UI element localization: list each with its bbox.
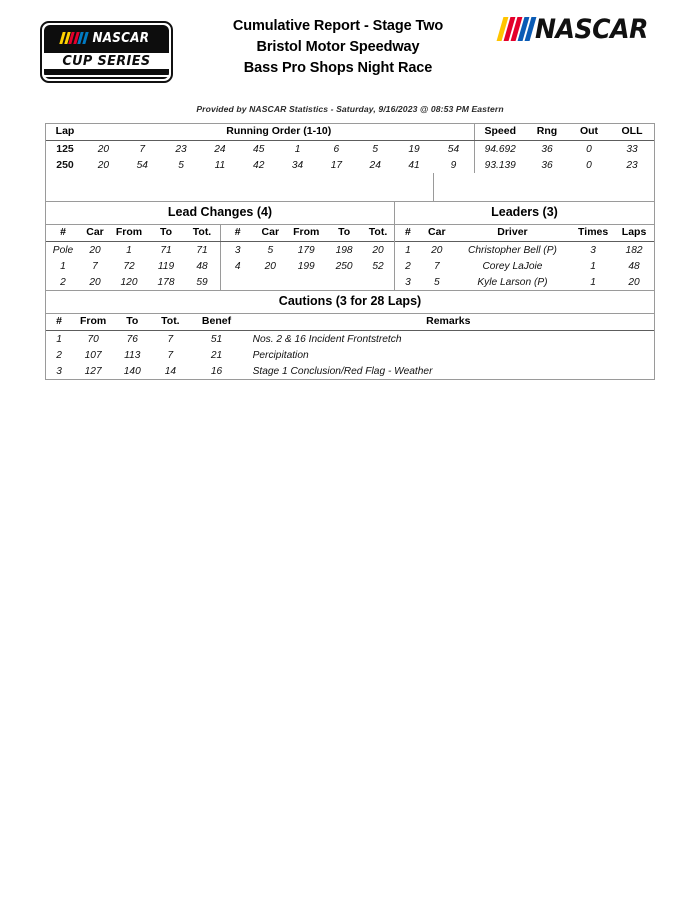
lead-change-car: 20 — [89, 244, 101, 256]
leader-times: 1 — [590, 276, 596, 288]
lead-change-num: 1 — [60, 260, 66, 272]
leader-driver: Corey LaJoie — [482, 260, 543, 272]
leader-times: 1 — [590, 260, 596, 272]
speed-value: 94.692 — [474, 141, 526, 158]
header-car: Car — [421, 225, 453, 242]
leaders-panel — [394, 202, 654, 290]
header-driver: Driver — [453, 225, 572, 242]
header-speed: Speed — [474, 124, 526, 141]
lead-change-tot: 48 — [196, 260, 208, 272]
lead-change-car: 7 — [92, 260, 98, 272]
caution-num: 1 — [56, 333, 62, 345]
lead-change-from: 120 — [120, 276, 138, 288]
caution-to: 113 — [124, 349, 141, 361]
leader-laps: 182 — [625, 244, 643, 256]
nascar-speed-bars-icon — [500, 17, 533, 41]
header-to: To — [148, 225, 184, 242]
caution-tot: 14 — [164, 365, 177, 377]
caution-benef: 51 — [210, 333, 223, 345]
leader-driver: Kyle Larson (P) — [477, 276, 548, 288]
header-car: Car — [80, 225, 110, 242]
cautions-title: Cautions (3 for 28 Laps) — [46, 291, 654, 314]
order-pos: 24 — [369, 159, 381, 171]
lead-change-tot: 71 — [196, 244, 208, 256]
lead-changes-and-leaders-section — [45, 202, 655, 291]
order-pos: 24 — [214, 143, 226, 155]
leaders-table — [395, 225, 654, 290]
nascar-brand-logo — [500, 14, 656, 44]
leader-num: 3 — [405, 276, 411, 288]
caution-to: 76 — [126, 333, 138, 345]
speed-value: 93.139 — [474, 157, 526, 173]
lead-change-from: 179 — [297, 244, 315, 256]
header-num: # — [46, 314, 72, 331]
caution-from: 107 — [84, 349, 102, 361]
header-lap: Lap — [46, 124, 84, 141]
leader-car: 20 — [431, 244, 443, 256]
order-pos: 11 — [214, 159, 226, 171]
table-row — [46, 258, 220, 274]
order-pos: 1 — [294, 143, 301, 155]
leaders-title: Leaders (3) — [395, 202, 654, 225]
out-value: 0 — [586, 159, 592, 171]
lead-changes-header-row — [46, 225, 220, 242]
header-tot: Tot. — [150, 314, 190, 331]
lead-change-to: 71 — [160, 244, 172, 256]
running-order-table — [46, 124, 654, 201]
leader-num: 1 — [405, 244, 411, 256]
lead-change-to: 119 — [157, 260, 175, 272]
lead-changes-title: Lead Changes (4) — [46, 202, 394, 225]
lead-change-tot: 52 — [372, 261, 384, 273]
out-value: 0 — [586, 143, 592, 155]
header-tot: Tot. — [184, 225, 220, 242]
lead-changes-header-row — [221, 225, 395, 242]
header-laps: Laps — [614, 225, 654, 242]
nascar-cup-series-logo — [40, 21, 173, 83]
caution-tot: 7 — [167, 333, 174, 345]
lead-change-car: 20 — [264, 261, 276, 273]
cup-logo-wordmark: NASCAR — [92, 30, 150, 46]
lead-change-tot: 20 — [372, 244, 384, 256]
lead-change-num: 3 — [234, 244, 241, 256]
caution-from: 127 — [84, 365, 102, 377]
leader-car: 7 — [433, 260, 440, 272]
order-pos: 5 — [372, 143, 379, 155]
order-pos: 54 — [136, 159, 148, 171]
lead-change-from: 1 — [126, 244, 132, 256]
order-pos: 41 — [408, 159, 420, 171]
header-to: To — [114, 314, 150, 331]
header-tot: Tot. — [362, 225, 394, 242]
lead-change-from: 199 — [297, 261, 315, 273]
report-header — [0, 0, 700, 114]
table-row — [395, 274, 654, 290]
table-row — [46, 242, 220, 259]
cautions-table — [46, 314, 654, 379]
nascar-wordmark: NASCAR — [535, 13, 648, 45]
caution-tot: 7 — [167, 349, 174, 361]
lead-change-num: Pole — [52, 244, 74, 256]
lead-change-car: 20 — [89, 276, 101, 288]
header-times: Times — [572, 225, 614, 242]
caution-from: 70 — [87, 333, 99, 345]
header-to: To — [326, 225, 362, 242]
order-pos: 17 — [330, 159, 343, 171]
order-pos: 9 — [450, 159, 457, 171]
report-tables — [45, 123, 655, 380]
table-row-empty — [221, 275, 395, 290]
order-pos: 45 — [253, 143, 265, 155]
order-pos: 54 — [447, 143, 460, 155]
order-pos: 42 — [253, 159, 265, 171]
lap-value: 250 — [56, 158, 74, 171]
table-row — [221, 242, 395, 259]
caution-benef: 21 — [210, 349, 223, 361]
header-remarks: Remarks — [243, 314, 654, 331]
lead-change-to: 178 — [157, 276, 175, 288]
lead-change-car: 5 — [267, 244, 274, 256]
provided-by-line: Provided by NASCAR Statistics - Saturday, 9/16/2023 @ 08:53 PM Eastern — [196, 104, 504, 114]
rng-value: 36 — [541, 143, 553, 155]
table-row — [395, 242, 654, 259]
table-row — [221, 259, 395, 275]
rng-value: 36 — [541, 159, 553, 171]
header-num: # — [221, 225, 255, 242]
order-pos: 20 — [97, 143, 110, 155]
caution-remarks: Percipitation — [252, 349, 309, 361]
table-row — [46, 157, 654, 173]
leader-driver: Christopher Bell (P) — [468, 244, 557, 256]
leader-num: 2 — [405, 260, 411, 272]
caution-remarks: Stage 1 Conclusion/Red Flag - Weather — [252, 365, 433, 377]
cautions-header-row — [46, 314, 654, 331]
lead-changes-panel — [46, 202, 394, 290]
table-row — [46, 347, 654, 363]
report-title-line-1: Cumulative Report - Stage Two — [232, 18, 444, 34]
order-pos: 7 — [139, 143, 146, 155]
caution-remarks: Nos. 2 & 16 Incident Frontstretch — [252, 333, 402, 345]
leaders-header-row — [395, 225, 654, 242]
leader-car: 5 — [433, 276, 440, 288]
report-title-block — [173, 16, 503, 79]
leader-laps: 48 — [628, 260, 640, 272]
lead-change-num: 4 — [234, 261, 241, 273]
table-row — [46, 141, 654, 158]
table-row — [46, 363, 654, 379]
cup-logo-series-text: CUP SERIES — [62, 53, 151, 69]
table-row — [395, 258, 654, 274]
caution-to: 140 — [123, 365, 141, 377]
header-num: # — [395, 225, 421, 242]
lap-value: 125 — [56, 142, 74, 155]
report-title-line-2: Bristol Motor Speedway — [256, 39, 420, 55]
header-benef: Benef — [190, 314, 242, 331]
order-pos: 6 — [333, 143, 340, 155]
caution-num: 2 — [56, 349, 62, 361]
report-title-line-3: Bass Pro Shops Night Race — [243, 60, 433, 76]
header-oll: OLL — [610, 124, 654, 141]
lead-change-num: 2 — [60, 276, 66, 288]
speed-bars-icon — [61, 32, 87, 44]
caution-benef: 16 — [210, 365, 223, 377]
header-from: From — [110, 225, 148, 242]
lead-change-to: 198 — [335, 244, 353, 256]
header-num: # — [46, 225, 80, 242]
lead-changes-table-right — [220, 225, 394, 290]
oll-value: 33 — [626, 143, 638, 155]
order-pos: 5 — [178, 159, 184, 171]
table-row — [46, 331, 654, 348]
running-order-header-row — [46, 124, 654, 141]
order-pos: 19 — [408, 143, 420, 155]
running-order-spacer — [46, 173, 654, 201]
lead-changes-table-left — [46, 225, 220, 290]
order-pos: 20 — [97, 159, 110, 171]
lead-change-tot: 59 — [196, 276, 208, 288]
order-pos: 23 — [175, 143, 187, 155]
header-out: Out — [568, 124, 610, 141]
header-from: From — [286, 225, 326, 242]
header-car: Car — [254, 225, 286, 242]
cautions-section — [45, 291, 655, 380]
lead-change-to: 250 — [335, 261, 353, 273]
header-from: From — [72, 314, 114, 331]
order-pos: 34 — [291, 159, 304, 171]
lead-change-from: 72 — [123, 260, 135, 272]
oll-value: 23 — [626, 159, 638, 171]
caution-num: 3 — [56, 365, 62, 377]
header-rng: Rng — [526, 124, 568, 141]
leader-times: 3 — [590, 244, 596, 256]
header-running-order-title: Running Order (1-10) — [84, 124, 474, 141]
running-order-section — [45, 123, 655, 202]
leader-laps: 20 — [628, 276, 640, 288]
table-row — [46, 274, 220, 290]
